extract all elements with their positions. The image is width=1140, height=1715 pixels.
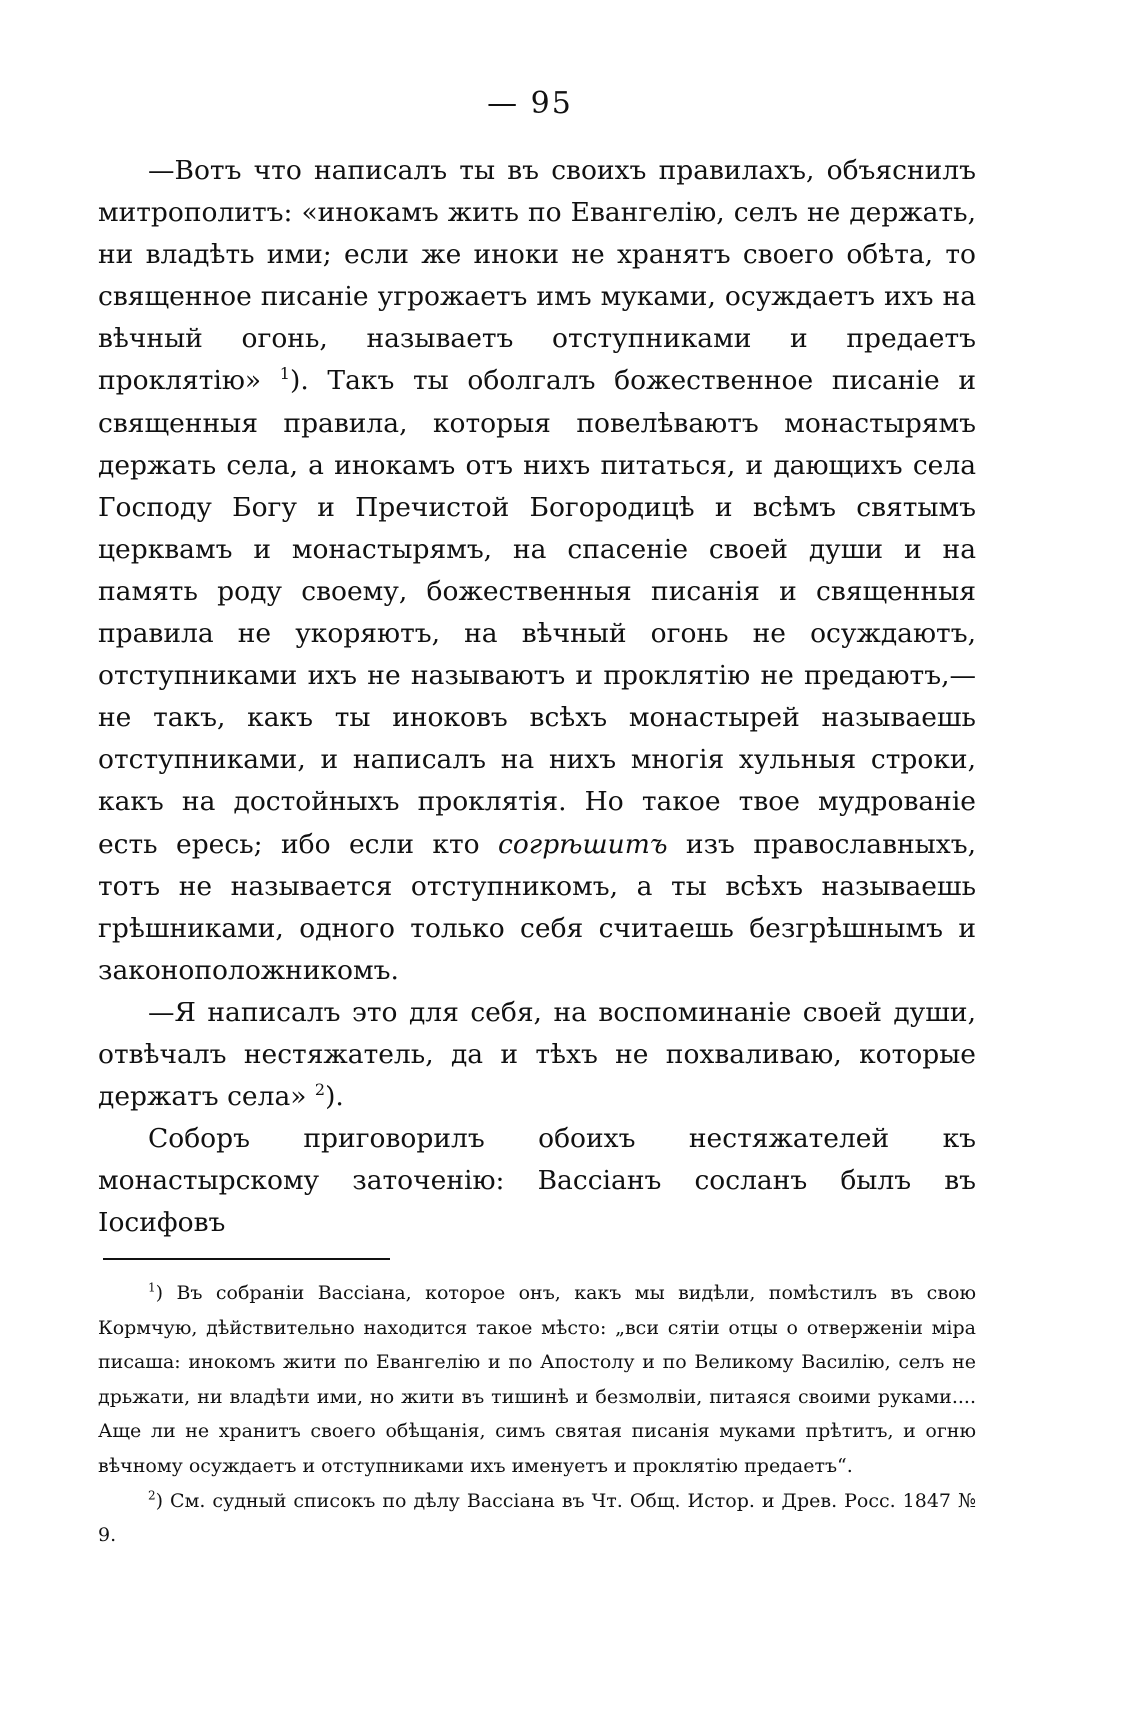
paragraph-council: Соборъ приговорилъ обоихъ нестяжателей къ монастырскому заточенію: Вассіанъ сосланъ былъ въ Іосифовъ	[98, 1123, 976, 1239]
footnote-1	[98, 1276, 976, 1484]
italic-word: согрѣшитъ	[498, 828, 668, 860]
footnote-text: ) Въ собраніи Вассіана, которое онъ, какъ мы видѣли, помѣстилъ въ свою Кормчую, дѣйствительно находится такое мѣсто: „вси сятіи отцы о отверженіи міра писаша: инокомъ жити по Евангелію и по Апостолу и по Великому Василію, селъ не дрьжати, ни владѣти ими, но жити въ тишинѣ и безмолвіи, питаяся своими руками.... Аще ли не хранитъ своего обѣщанія, симъ святая писанія муками прѣтитъ, и огню вѣчному осуждаетъ и отступниками ихъ именуетъ и проклятію предаетъ“.	[98, 1282, 976, 1477]
footnotes	[98, 1276, 976, 1553]
footnote-reference: 1	[279, 364, 290, 384]
footnote-mark: 2	[148, 1488, 156, 1503]
paragraph-text: —Я написалъ это для себя, на воспоминаніе своей души, отвѣчалъ нестяжатель, да и тѣхъ не похваливаю, которые держатъ села»	[98, 996, 976, 1113]
footnote-reference: 2	[314, 1080, 326, 1100]
main-text	[98, 150, 976, 1244]
footnote-divider	[103, 1258, 390, 1260]
paragraph-metropolitan-speech	[98, 150, 976, 992]
footnote-mark: 1	[148, 1280, 156, 1295]
footnote-text: ) См. судный списокъ по дѣлу Вассіана въ Чт. Общ. Истор. и Древ. Росс. 1847 № 9.	[98, 1489, 976, 1547]
paragraph-text: изъ православныхъ, тотъ не называется отступникомъ, а ты всѣхъ называешь грѣшниками, одного только себя считаешь безгрѣшнымъ и законоположникомъ.	[98, 828, 977, 986]
page-number: — 95	[487, 86, 573, 121]
paragraph-text: ).	[325, 1081, 344, 1113]
paragraph-text: ). Такъ ты оболгалъ божественное писаніе и священныя правила, которыя повелѣваютъ монастырямъ держать села, а инокамъ отъ нихъ питаться, и дающихъ села Господу Богу и Пречистой Богородицѣ и всѣмъ святымъ церквамъ и монастырямъ, на спасеніе своей души и на память роду своему, божественныя писанія и священныя правила не укоряютъ, на вѣчный огонь не осуждаютъ, отступниками ихъ не называютъ и проклятію не предаютъ,— не такъ, какъ ты иноковъ всѣхъ монастырей называешь отступниками, и написалъ на нихъ многія хульныя строки, какъ на достойныхъ проклятія. Но такое твое мудрованіе есть ересь; ибо если кто	[98, 365, 976, 860]
paragraph-text: —Вотъ что написалъ ты въ своихъ правилахъ, объяснилъ митрополитъ: «инокамъ жить по Евангелію, селъ не держать, ни владѣть ими; если же иноки не хранятъ своего обѣта, то священное писаніе угрожаетъ имъ муками, осуждаетъ ихъ на вѣчный огонь, называетъ отступниками и предаетъ проклятію»	[98, 155, 976, 397]
paragraph-reply	[98, 992, 976, 1118]
footnote-2	[98, 1484, 976, 1553]
